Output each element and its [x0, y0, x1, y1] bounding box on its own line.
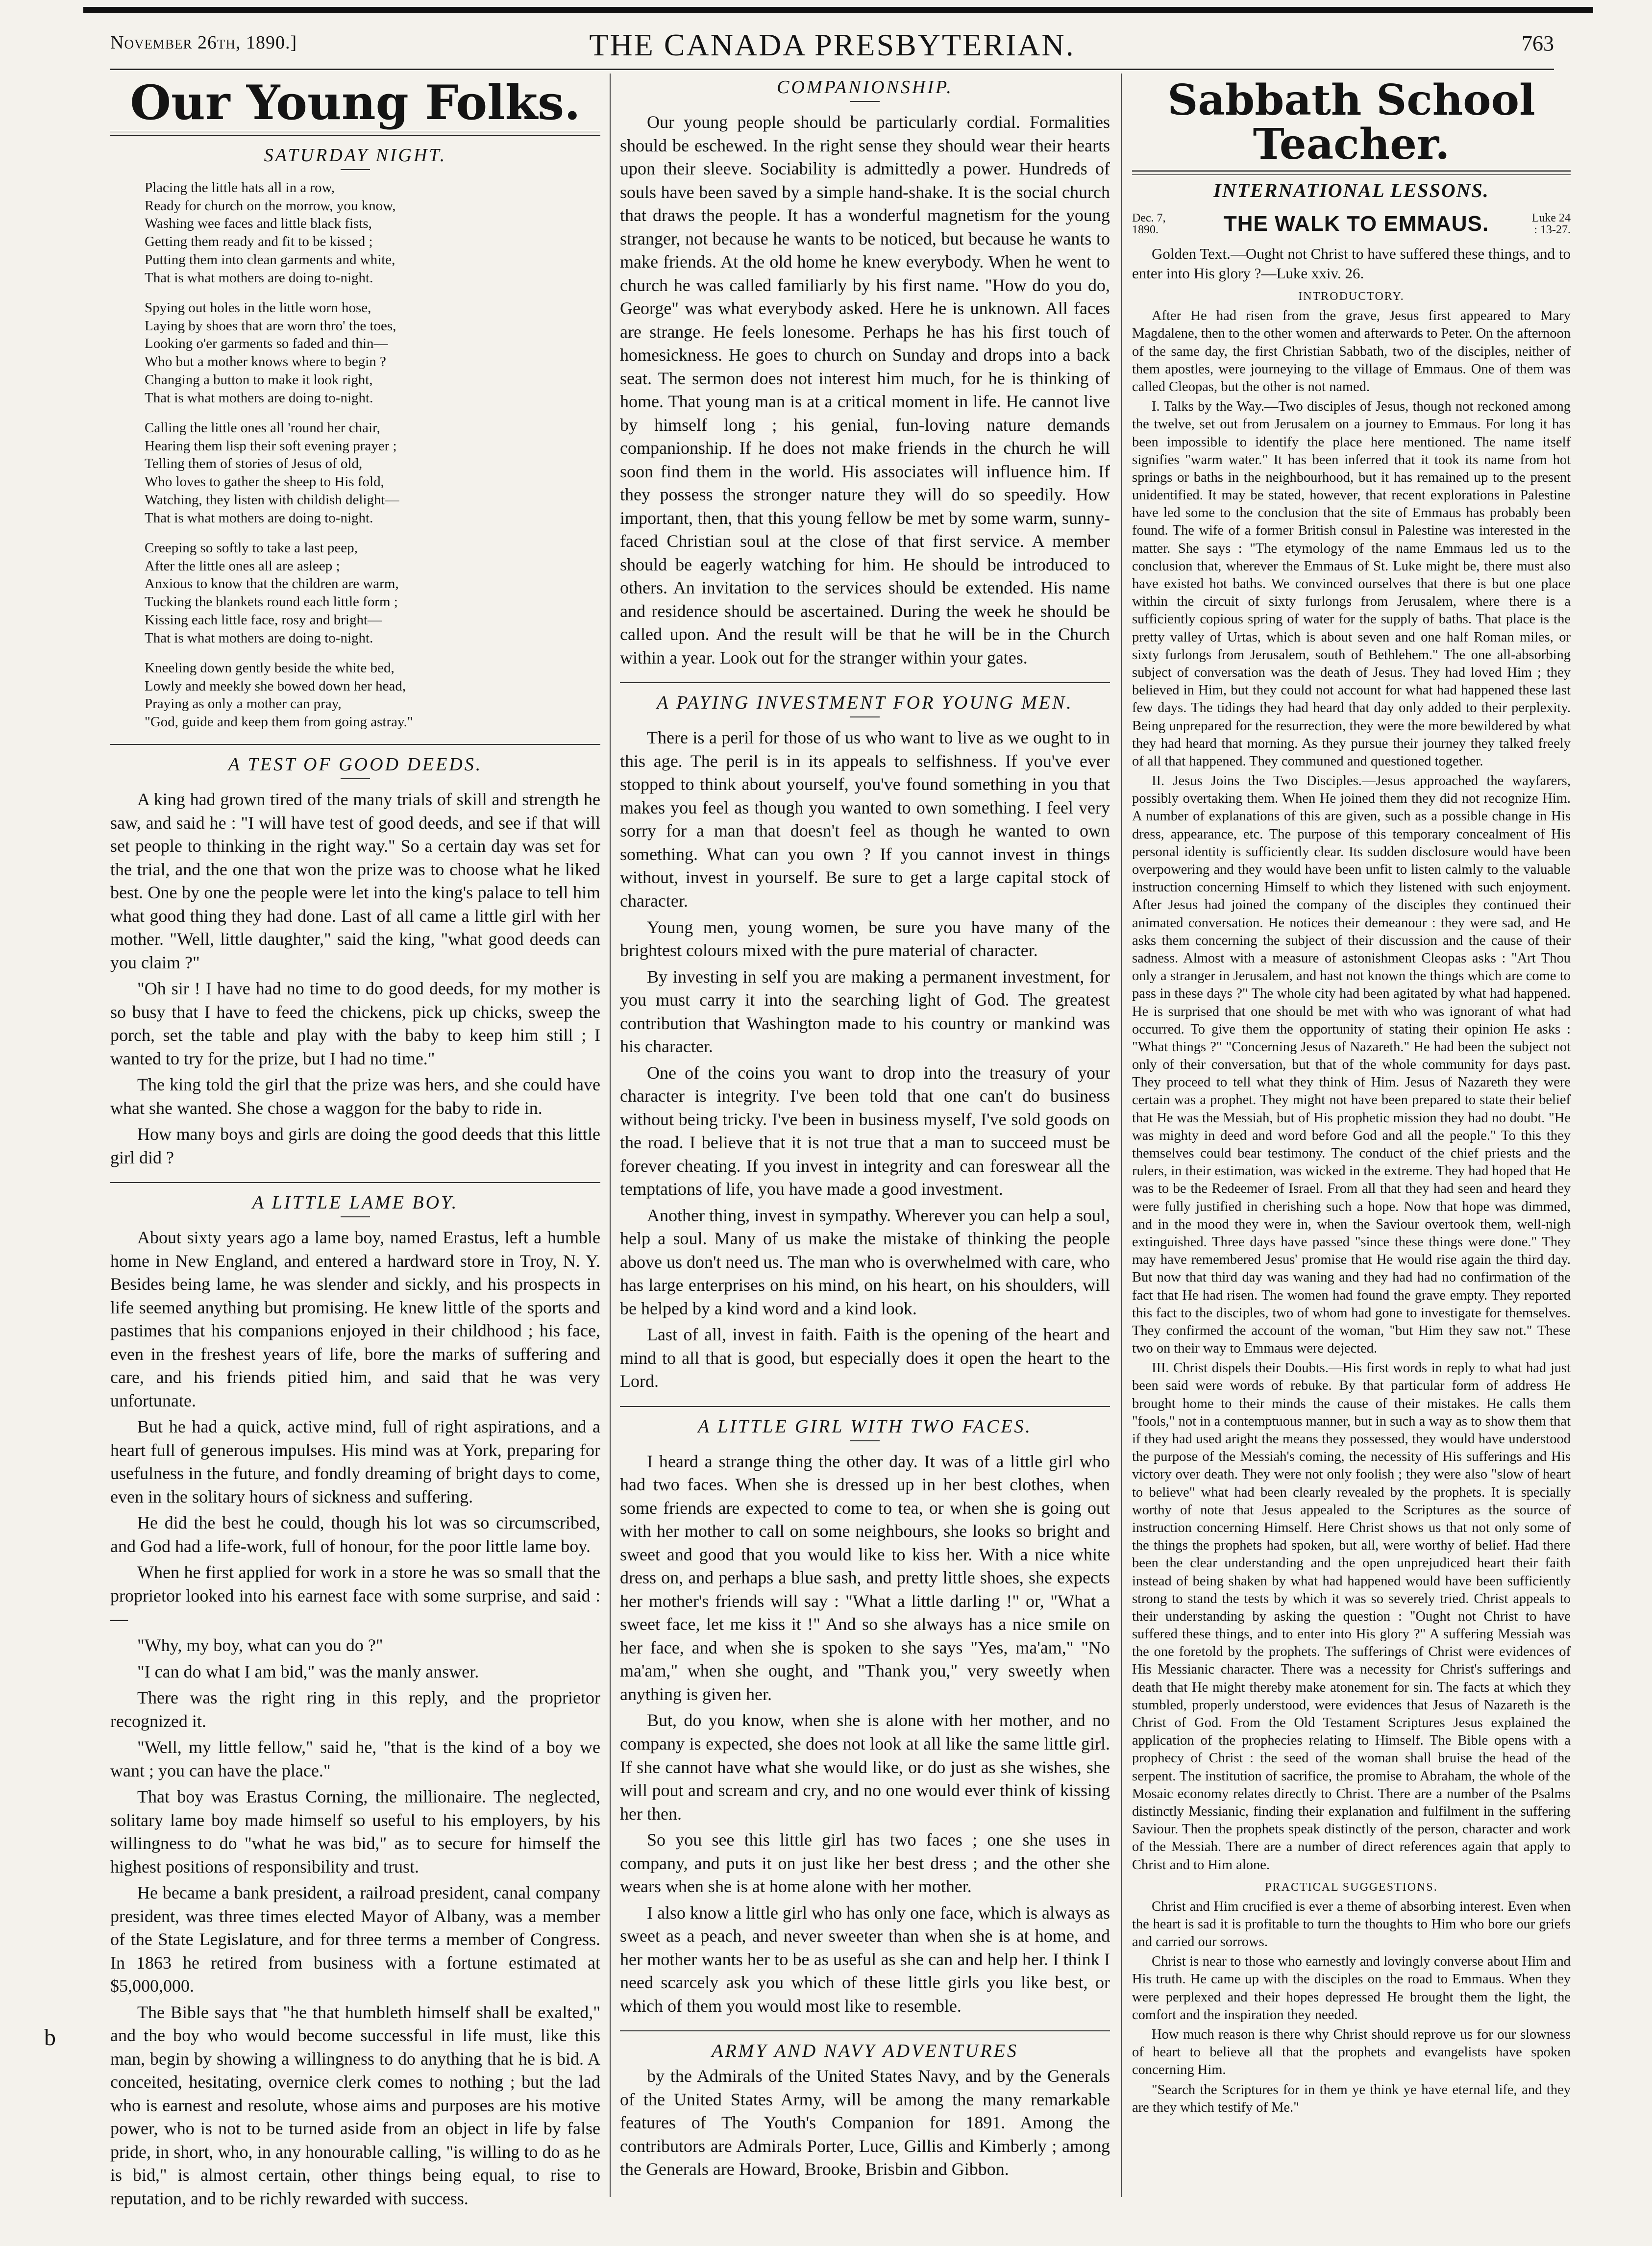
lesson-sections — [1132, 398, 1571, 1874]
column-divider — [610, 74, 611, 2197]
paragraph: So you see this little girl has two faces ; one she uses in company, and puts it on just like her best dress ; and the other she wears when she is at home alone with her mother. — [620, 1830, 1110, 1897]
poem-line: Praying as only a mother can pray, — [145, 696, 342, 712]
poem-line: Getting them ready and fit to be kissed ; — [145, 234, 373, 250]
poem-line: Spying out holes in the little worn hose, — [145, 299, 371, 316]
paragraph: He did the best he could, though his lot was so circumscribed, and God had a life-work, full of honour, for the poor little lame boy. — [110, 1513, 600, 1556]
article-body — [620, 1450, 1110, 2018]
article-title: A TEST OF GOOD DEEDS. — [228, 754, 483, 775]
paragraph: I. Talks by the Way.—Two disciples of Jesus, though not reckoned among the twelve, set out from Jerusalem on a journey to Emmaus. For long it has been impossible to identify the place here mentioned. The name itself signifies "warm water." It has been inferred that it took its name from hot springs or baths in the neighbourhood, but it has remained up to the present unidentified. It may be stated, however, that recent explorations in Palestine have led some to the conclusion that the site of Emmaus has probably been found. The wife of a former British consul in Palestine was interested in the matter. She says : "The etymology of the name Emmaus led us to the conclusion that, wherever the Emmaus of St. Luke might be, there must also have existed hot baths. We convinced ourselves that there is but one place within the circuit of sixty furlongs from Jerusalem, where there is a sufficiently copious spring of water for the supply of baths. That place is the pretty valley of Urtas, which is about seven and one half Roman miles, or sixty furlongs from Jerusalem, south of Bethlehem." The one all-absorbing subject of conversation was the death of Jesus. They had loved Him ; they believed in Him, but they could not account for what had happened these last few days. The tidings they had heard that day only added to their perplexity. Being unprepared for the resurrection, they were the more bewildered by what they had heard that morning. As they pursue their journey they talked freely of all that happened. They communed and questioned together. — [1132, 399, 1571, 769]
poem-line: Telling them of stories of Jesus of old, — [145, 456, 363, 472]
paragraph: III. Christ dispels their Doubts.—His first words in reply to what had just been said were words of rebuke. By that particular form of address He brought home to their minds the cause of their mistakes. He calls them "fools," not in a contemptuous manner, but in such a way as to show them that if they had used aright the means they possessed, they would have understood the purpose of the Messiah's coming, the necessity of His sufferings and His victory over death. They were not only foolish ; they were also "slow of heart to believe" what had been clearly revealed by the prophets. It is specially worthy of note that Jesus appealed to the Scriptures as the source of instruction concerning Himself. Here Christ shows us that not only some of the things the prophets had spoken, but all, were worthy of belief. Had there been the clear understanding and the open unprejudiced heart their faith instead of being shaken by what had happened would have been sufficiently strong to stand the tests by which it was so severely tried. Christ appeals to their understanding by asking the question : "Ought not Christ to have suffered these things, and to enter into His glory ?" A suffering Messiah was the one foretold by the prophets. The sufferings of Christ were evidences of His Messianic character. There was a necessity for Christ's sufferings and death that He might thereby make atonement for sin. The facts at which they stumbled, properly understood, were evidences that Jesus of Nazareth is the Christ of God. From the Old Testament Scriptures Jesus explained the application of the prophecies relating to Himself. The Bible opens with a prophecy of Christ : the seed of the woman shall bruise the head of the serpent. The institution of sacrifice, the promise to Abraham, the whole of the Mosaic economy relates directly to Christ. There are a number of the Psalms distinctly Messianic, finding their explanation and fulfilment in the suffering Saviour. Then the prophets speak distinctly of the person, character and work of the Messiah. There are a number of direct references again that apply to Christ and to Him alone. — [1132, 1360, 1571, 1873]
left-column — [110, 74, 600, 2217]
paragraph: The king told the girl that the prize was hers, and she could have what she wanted. She chose a waggon for the baby to ride in. — [110, 1075, 600, 1118]
paragraph: One of the coins you want to drop into the treasury of your character is integrity. I've been told that one can't do business without being tricky. I've been in business myself, I've sold goods on the road. I believe that it is not true that a man to succeed must be forever cheating. If you invest in integrity and can foreswear all the temptations of life, you have made a good investment. — [620, 1062, 1110, 1199]
right-column — [1132, 74, 1571, 2217]
issue-date: November 26th, 1890.] — [110, 32, 297, 53]
poem-line: That is what mothers are doing to-night. — [145, 510, 373, 526]
section-rule — [620, 1406, 1110, 1407]
poem-line: Placing the little hats all in a row, — [145, 179, 335, 196]
poem-stanza — [145, 659, 600, 731]
poem-line: Changing a button to make it look right, — [145, 372, 373, 388]
poem-line: Lowly and meekly she bowed down her head, — [145, 678, 406, 694]
poem-stanza — [145, 539, 600, 647]
section-rule — [620, 2030, 1110, 2031]
paragraph: How much reason is there why Christ should reprove us for our slowness of heart to believe all that the prophets and evangelists have spoken concerning Him. — [1132, 2027, 1571, 2078]
page-header — [110, 27, 1554, 66]
paragraph: I also know a little girl who has only one face, which is always as sweet as a peach, and never sweeter than when she is at home, and her mother wants her to be as useful as she can and help her. I think I need scarcely ask you which of these little girls you like best, or which of them you would most like to resemble. — [620, 1902, 1110, 2016]
poem-line: "God, guide and keep them from going astray." — [145, 714, 413, 730]
poem-title: SATURDAY NIGHT. — [264, 145, 447, 166]
paragraph: Our young people should be particularly cordial. Formalities should be eschewed. In the right sense they should wear their hearts upon their sleeve. Sociability is admittedly a power. Hundreds of souls have been saved by a simple hand-shake. It is the social church that draws the people. It has a wonderful magnetism for the young stranger, not because he wants to be noticed, but because he wants to make friends. At the old home he knew everybody. When he went to church he was called familiarly by his first name. "How do you do, George" was what everybody asked. Here he is unknown. All faces are strange. He feels lonesome. Perhaps he has his first touch of homesickness. He goes to church on Sunday and drops into a back seat. The sermon does not interest him much, for he is thinking of home. That young man is at a critical moment in life. He cannot live by himself long ; his genial, fun-loving nature demands companionship. If he does not make friends in the church he will soon find them in the world. His associates will influence him. If they possess the stronger nature they will do so speedily. How important, then, that this young fellow be met by some warm, sunny-faced Christian soul at the close of that first service. A member should be eagerly watching for him. He should be introduced to others. An invitation to the services should be extended. His name and residence should be ascertained. During the week he should be called upon. And the result will be that he will be in the Church within a year. Look out for the stranger within your gates. — [620, 112, 1110, 667]
introductory-text: After He had risen from the grave, Jesus first appeared to Mary Magdalene, then to the other women and afterwards to Peter. On the afternoon of the same day, the first Christian Sabbath, two of the disciples, neither of them apostles, were journeying to the village of Emmaus. One of them was called Cleopas, but the other is not named. — [1132, 308, 1571, 395]
paragraph: How many boys and girls are doing the good deeds that this little girl did ? — [110, 1124, 600, 1167]
article-body — [110, 1226, 600, 2210]
paragraph: The Bible says that "he that humbleth himself shall be exalted," and the boy who would become successful in life must, like this man, begin by showing a willingness to do anything that he is bid. A conceited, hesitating, overnice clerk comes to nothing ; but the lad who is earnest and resolute, whose aims and purposes are his motive power, who is not to be turned aside from an object in life by false pride, in short, who, in any honourable calling, "is willing to do as he is bid," is almost certain, other things being equal, to rise to reputation, and to be richly rewarded with success. — [110, 2002, 600, 2208]
poem-stanza — [145, 419, 600, 527]
poem-line: Looking o'er garments so faded and thin— — [145, 336, 388, 352]
poem-line: Hearing them lisp their soft evening prayer ; — [145, 438, 397, 454]
newspaper-title: THE CANADA PRESBYTERIAN. — [589, 27, 1075, 62]
section-rule — [620, 682, 1110, 683]
department-rule — [110, 131, 600, 136]
article-body — [620, 726, 1110, 1393]
lesson-heading — [1132, 212, 1571, 236]
title-dash — [341, 778, 370, 779]
paragraph: There is a peril for those of us who want to live as we ought to in this age. The peril is in its appeals to selfishness. If you've ever stopped to think about yourself, you've found something in you that makes you feel as though you wanted to own something. I feel very sorry for a man that doesn't feel as though he wanted to own something. What can you own ? If you cannot invest in things without, invest in yourself. Be sure to get a large capital stock of character. — [620, 728, 1110, 911]
title-dash — [850, 101, 880, 102]
paragraph: But, do you know, when she is alone with her mother, and no company is expected, she does not look at all like the same little girl. If she cannot have what she would like, or do just as she wishes, she will pout and scream and cry, and no one would ever think of kissing her then. — [620, 1710, 1110, 1824]
article-body — [110, 788, 600, 1169]
poem-line: Washing wee faces and little black fists, — [145, 216, 372, 232]
poem-line: Tucking the blankets round each little form ; — [145, 594, 398, 610]
top-rule — [83, 7, 1593, 13]
poem-line: Calling the little ones all 'round her chair, — [145, 420, 380, 436]
article-body — [620, 2065, 1110, 2181]
title-dash — [850, 716, 880, 717]
middle-column — [620, 74, 1110, 2217]
paragraph: By investing in self you are making a permanent investment, for you must carry it into the searching light of God. The greatest contribution that Washington made to his country or mankind was his character. — [620, 966, 1110, 1057]
title-dash — [341, 1216, 370, 1217]
lesson-title: THE WALK TO EMMAUS. — [1223, 211, 1489, 236]
paragraph: When he first applied for work in a store he was so small that the proprietor looked into his earnest face with some surprise, and said :— — [110, 1562, 600, 1629]
header-rule — [110, 69, 1554, 70]
paragraph: II. Jesus Joins the Two Disciples.—Jesus approached the wayfarers, possibly overtaking them. When He joined them they did not recognize Him. A number of explanations of this are given, such as a possible change in His dress, appearance, etc. The purpose of this temporary concealment of His personal identity is sufficiently clear. Its sudden disclosure would have been overpowering and they would have been unfit to listen calmly to the valuable instruction concerning Himself to which they listened with such enjoyment. After Jesus had joined the company of the disciples they continued their animated conversation. He notices their demeanour : they were sad, and He asks them concerning the subject of their discussion and the cause of their sadness. Almost with a measure of astonishment Cleopas asks : "Art Thou only a stranger in Jerusalem, and hast not known the things which are come to pass in these days ?" The whole city had been agitated by what had happened. He is surprised that one should be met with who was ignorant of what had occurred. To give them the opportunity of stating their opinion He asks : "What things ?" "Concerning Jesus of Nazareth." He had been the subject not only of their conversation, but that of the whole community for days past. They proceed to tell what they think of Him. Jesus of Nazareth they were certain was a prophet. They might not have been prepared to state their belief that He was the Messiah, but of His prophetic mission they had no doubt. "He was mighty in deed and word before God and all the people." To this they themselves could bear testimony. The conduct of the chief priests and the rulers, in their estimation, was wicked in the extreme. They had hoped that He was to be the Redeemer of Israel. From all that they had seen and heard they were fully justified in cherishing such a hope. Now that hope was dimmed, and in the mood they were in, when the Saviour overtook them, well-nigh extinguished. Three days have passed "since these things were done." They may have remembered Jesus' promise that He would rise again the third day. But now that third day was waning and they had had no confirmation of the fact that He had risen. The women had found the grave empty. They reported this fact to the disciples, two of whom had gone to investigate for themselves. They confirmed the account of the woman, "but Him they saw not." These two on their way to Emmaus were dejected. — [1132, 773, 1571, 1357]
title-dash — [341, 169, 370, 170]
article-title: A LITTLE LAME BOY. — [252, 1192, 459, 1213]
poem — [145, 179, 600, 731]
paragraph: That boy was Erastus Corning, the millionaire. The neglected, solitary lame boy made himself so useful to his employers, by his willingness to do "what he was bid," as to secure for himself the highest positions of responsibility and trust. — [110, 1787, 600, 1876]
department-title: Our Young Folks. — [130, 75, 581, 130]
paragraph: A king had grown tired of the many trials of skill and strength he saw, and said he : "I will have test of good deeds, and see if that will set people to thinking in the right way." So a certain day was set for the trial, and the one that won the prize was to choose what he liked best. One by one the people were let into the king's palace to tell him what good thing they had done. Last of all came a little girl with her mother. "Well, little daughter," said the king, "what good deeds can you claim ?" — [110, 789, 600, 972]
practical-suggestions — [1132, 1898, 1571, 2117]
poem-line: Laying by shoes that are worn thro' the toes, — [145, 318, 396, 334]
section-rule — [110, 1182, 600, 1183]
poem-line: That is what mothers are doing to-night. — [145, 630, 373, 646]
poem-line: Kneeling down gently beside the white bed, — [145, 660, 395, 676]
poem-line: Anxious to know that the children are warm, — [145, 576, 399, 592]
paragraph: He became a bank president, a railroad president, canal company president, was three times elected Mayor of Albany, was a member of the State Legislature, and for three terms a member of Congress. In 1863 he retired from business with a fortune estimated at $5,000,000. — [110, 1883, 600, 1996]
paragraph: Another thing, invest in sympathy. Wherever you can help a soul, help a soul. Many of us make the mistake of thinking the people above us don't need us. The man who is overwhelmed with care, who has large enterprises on his mind, on his heart, on his shoulders, will be helped by a kind word and a kind look. — [620, 1205, 1110, 1318]
poem-line: That is what mothers are doing to-night. — [145, 270, 373, 286]
paragraph: "Well, my little fellow," said he, "that is the kind of a boy we want ; you can have the place." — [110, 1737, 600, 1780]
department-rule — [1132, 170, 1571, 175]
lessons-subheading: INTERNATIONAL LESSONS. — [1213, 179, 1489, 201]
paragraph: There was the right ring in this reply, and the proprietor recognized it. — [110, 1688, 600, 1731]
lesson-date: Dec. 7, 1890. — [1132, 211, 1166, 236]
poem-line: That is what mothers are doing to-night. — [145, 390, 373, 406]
poem-line: Creeping so softly to take a last peep, — [145, 540, 358, 556]
paragraph: About sixty years ago a lame boy, named Erastus, left a humble home in New England, and entered a hardward store in Troy, N. Y. Besides being lame, he was slender and sickly, and his prospects in life seemed anything but promising. He knew little of the sports and pastimes that his companions enjoyed in their childhood ; his face, even in the freshest years of life, bore the marks of suffering and care, and his friends pitied him, and said that he was very unfortunate. — [110, 1228, 600, 1410]
paragraph: "Search the Scriptures for in them ye think ye have eternal life, and they are they which testify of Me." — [1132, 2082, 1571, 2115]
introductory-label: INTRODUCTORY. — [1298, 290, 1405, 303]
poem-line: Who loves to gather the sheep to His fold, — [145, 474, 384, 490]
paragraph: I heard a strange thing the other day. It was of a little girl who had two faces. When she is dressed up in her best clothes, when some friends are expected to come to tea, or when she is going out with her mother to call on some neighbours, she looks so bright and sweet and good that you would like to kiss her. With a nice white dress on, and perhaps a blue sash, and pretty little shoes, she expects her mother's friends will say : "What a little darling !" or, "What a sweet face, let me kiss it !" And so she always has a nice smile on her face, and when she is spoken to she says "Yes, ma'am," "No ma'am," when she ought, and "Thank you," very sweetly when anything is given her. — [620, 1451, 1110, 1704]
poem-line: Watching, they listen with childish delight— — [145, 492, 399, 508]
article-title: A LITTLE GIRL WITH TWO FACES. — [698, 1416, 1032, 1437]
title-dash — [850, 1440, 880, 1441]
article-title: ARMY AND NAVY ADVENTURES — [712, 2041, 1018, 2062]
practical-label: PRACTICAL SUGGESTIONS. — [1265, 1880, 1438, 1894]
poem-line: Kissing each little face, rosy and bright— — [145, 612, 382, 628]
section-rule — [110, 744, 600, 745]
poem-stanza — [145, 299, 600, 407]
paragraph: "Why, my boy, what can you do ?" — [137, 1635, 383, 1655]
department-title: Sabbath School Teacher. — [1167, 75, 1535, 170]
page-number: 763 — [1522, 31, 1554, 55]
article-title: COMPANIONSHIP. — [777, 77, 953, 98]
margin-mark: b — [44, 2024, 56, 2050]
column-divider — [1121, 74, 1122, 2197]
poem-line: Ready for church on the morrow, you know, — [145, 197, 396, 214]
paragraph: by the Admirals of the United States Navy, and by the Generals of the United States Army, will be among the many remarkable features of The Youth's Companion for 1891. Among the contributors are Admirals Porter, Luce, Gillis and Kimberly ; among the Generals are Howard, Brooke, Brisbin and Gibbon. — [620, 2066, 1110, 2179]
poem-line: Putting them into clean garments and white, — [145, 252, 395, 268]
article-title: A PAYING INVESTMENT FOR YOUNG MEN. — [657, 692, 1073, 714]
poem-line: Who but a mother knows where to begin ? — [145, 354, 386, 370]
poem-line: After the little ones all are asleep ; — [145, 558, 340, 574]
paragraph: But he had a quick, active mind, full of right aspirations, and a heart full of generous impulses. His mind was at York, preparing for usefulness in the future, and fondly dreaming of bright days to come, even in the solitary hours of sickness and suffering. — [110, 1417, 600, 1506]
paragraph: Christ and Him crucified is ever a theme of absorbing interest. Even when the heart is sad it is profitable to turn the thoughts to Him who bore our griefs and carried our sorrows. — [1132, 1899, 1571, 1950]
golden-text: Golden Text.—Ought not Christ to have suffered these things, and to enter into His glory ?—Luke xxiv. 26. — [1132, 245, 1571, 282]
poem-stanza — [145, 179, 600, 287]
paragraph: "I can do what I am bid," was the manly answer. — [137, 1661, 479, 1681]
paragraph: Christ is near to those who earnestly and lovingly converse about Him and His truth. He came up with the disciples on the road to Emmaus. When they were perplexed and their hopes depressed He brought them the light, the comfort and the inspiration they needed. — [1132, 1954, 1571, 2023]
paragraph: "Oh sir ! I have had no time to do good deeds, for my mother is so busy that I have to feed the chickens, pick up chicks, sweep the porch, set the table and play with the baby to keep him still ; I wanted to try for the prize, but I had no time." — [110, 979, 600, 1068]
paragraph: Last of all, invest in faith. Faith is the opening of the heart and mind to all that is good, but especially does it open the heart to the Lord. — [620, 1325, 1110, 1391]
paragraph: Young men, young women, be sure you have many of the brightest colours mixed with the pure material of character. — [620, 917, 1110, 961]
lesson-reference: Luke 24 : 13-27. — [1531, 211, 1571, 236]
article-body — [620, 111, 1110, 669]
